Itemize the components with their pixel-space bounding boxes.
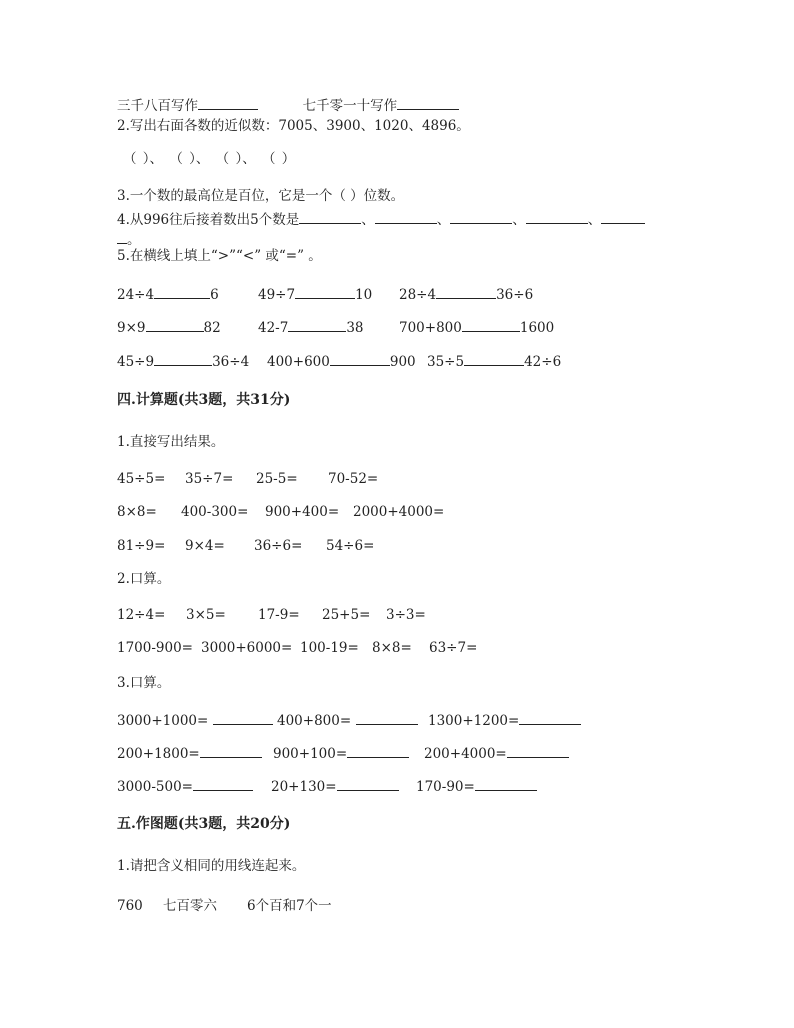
answer-blank[interactable] [330,351,390,366]
answer-blank[interactable] [288,317,346,332]
q4-row [117,209,645,229]
answer-blank[interactable] [375,209,437,224]
problem: 81÷9= [117,538,166,554]
compare-right: 6 [210,287,219,303]
problem: 45÷5= [117,471,166,487]
problem: 35÷7= [185,471,234,487]
problem: 54÷6= [326,538,375,554]
compare-item [399,284,533,304]
compare-item [117,284,219,304]
match-item: 七百零六 [163,898,217,914]
compare-left: 28÷4 [399,287,437,303]
answer-blank[interactable] [356,710,418,725]
problem-text: 1300+1200= [428,713,520,729]
section5-heading: 五.作图题(共3题，共20分) [117,816,291,832]
answer-blank[interactable] [198,95,258,110]
problem [277,710,418,730]
compare-right: 38 [346,320,364,336]
q4-text: 4.从996往后接着数出5个数是 [117,212,300,228]
compare-right: 36÷6 [496,287,534,303]
problem-text: 200+1800= [117,746,200,762]
q3-text: 3.一个数的最高位是百位，它是一个（ ）位数。 [117,188,405,204]
answer-blank[interactable] [154,284,210,299]
compare-left: 45÷9 [117,354,155,370]
problem [424,743,569,763]
compare-item [117,351,249,371]
compare-item [258,317,364,337]
section4-heading: 四.计算题(共3题，共31分) [117,392,291,408]
answer-blank[interactable] [299,209,361,224]
problem: 1700-900= [117,640,193,656]
answer-blank[interactable] [295,284,355,299]
answer-blank[interactable] [601,209,645,224]
problem: 25+5= [322,607,371,623]
compare-left: 35÷5 [427,354,465,370]
q4-end: 。 [127,232,141,248]
separator: 、 [512,212,526,228]
answer-blank[interactable] [475,776,537,791]
answer-blank[interactable] [507,743,569,758]
answer-blank[interactable] [436,284,496,299]
s4-q1-title: 1.直接写出结果。 [117,434,225,450]
compare-right: 42÷6 [524,354,562,370]
answer-blank[interactable] [347,743,409,758]
compare-right: 82 [203,320,221,336]
problem: 400-300= [181,504,249,520]
answer-blank[interactable] [117,229,127,244]
compare-right: 900 [389,354,416,370]
problem: 70-52= [328,471,379,487]
problem: 9×4= [185,538,225,554]
compare-left: 49÷7 [258,287,296,303]
problem-text: 3000-500= [117,779,193,795]
problem: 3000+6000= [201,640,293,656]
answer-blank[interactable] [397,95,459,110]
problem-text: 170-90= [416,779,475,795]
answer-blank[interactable] [462,317,520,332]
compare-left: 400+600 [267,354,330,370]
problem-text: 3000+1000= [117,713,209,729]
answer-blank[interactable] [464,351,524,366]
q1-left-label: 三千八百写作 [117,98,198,114]
compare-right: 36÷4 [212,354,250,370]
s5-q1-title: 1.请把含义相同的用线连起来。 [117,858,306,874]
answer-blank[interactable] [200,743,262,758]
answer-blank[interactable] [450,209,512,224]
match-item: 760 [117,898,143,914]
answer-blank[interactable] [337,776,399,791]
compare-item [427,351,561,371]
compare-item [258,284,372,304]
problem: 8×8= [372,640,412,656]
problem: 8×8= [117,504,157,520]
s4-q3-title: 3.口算。 [117,675,171,691]
separator: 、 [587,212,602,228]
problem [428,710,581,730]
compare-item [117,317,221,337]
problem-text: 20+130= [271,779,337,795]
problem: 63÷7= [429,640,478,656]
compare-item [267,351,416,371]
s4-q2-title: 2.口算。 [117,571,171,587]
problem [271,776,399,796]
problem-text: 200+4000= [424,746,507,762]
problem [117,743,262,763]
compare-right: 10 [355,287,373,303]
compare-right: 1600 [519,320,555,336]
separator: 、 [436,212,451,228]
compare-left: 9×9 [117,320,146,336]
compare-left: 24÷4 [117,287,155,303]
q2-parens: （ ）、 （ ）、 （ ）、 （ ） [123,151,296,167]
answer-blank[interactable] [526,209,588,224]
problem: 900+400= [265,504,340,520]
compare-item [399,317,554,337]
problem [273,743,409,763]
problem: 2000+4000= [353,504,445,520]
answer-blank[interactable] [193,776,253,791]
problem: 3×5= [186,607,226,623]
problem [117,776,253,796]
problem: 100-19= [300,640,359,656]
compare-left: 42-7 [258,320,289,336]
problem-text: 400+800= [277,713,352,729]
match-item: 6个百和7个一 [247,898,332,914]
problem: 36÷6= [254,538,303,554]
problem: 12÷4= [117,607,166,623]
q2-text: 2.写出右面各数的近似数：7005、3900、1020、4896。 [117,118,470,134]
separator: 、 [361,212,375,228]
q5-text: 5.在横线上填上“>”“<” 或“=” 。 [117,248,322,264]
q4-row-continued [117,229,141,249]
problem [117,710,273,730]
problem: 3÷3= [386,607,426,623]
q1-partial-row [117,95,459,115]
answer-blank[interactable] [213,710,273,725]
answer-blank[interactable] [154,351,212,366]
answer-blank[interactable] [519,710,581,725]
compare-left: 700+800 [399,320,462,336]
answer-blank[interactable] [146,317,204,332]
problem: 25-5= [256,471,298,487]
problem [416,776,537,796]
q1-right-label: 七千零一十写作 [302,98,398,114]
problem: 17-9= [258,607,300,623]
problem-text: 900+100= [273,746,348,762]
